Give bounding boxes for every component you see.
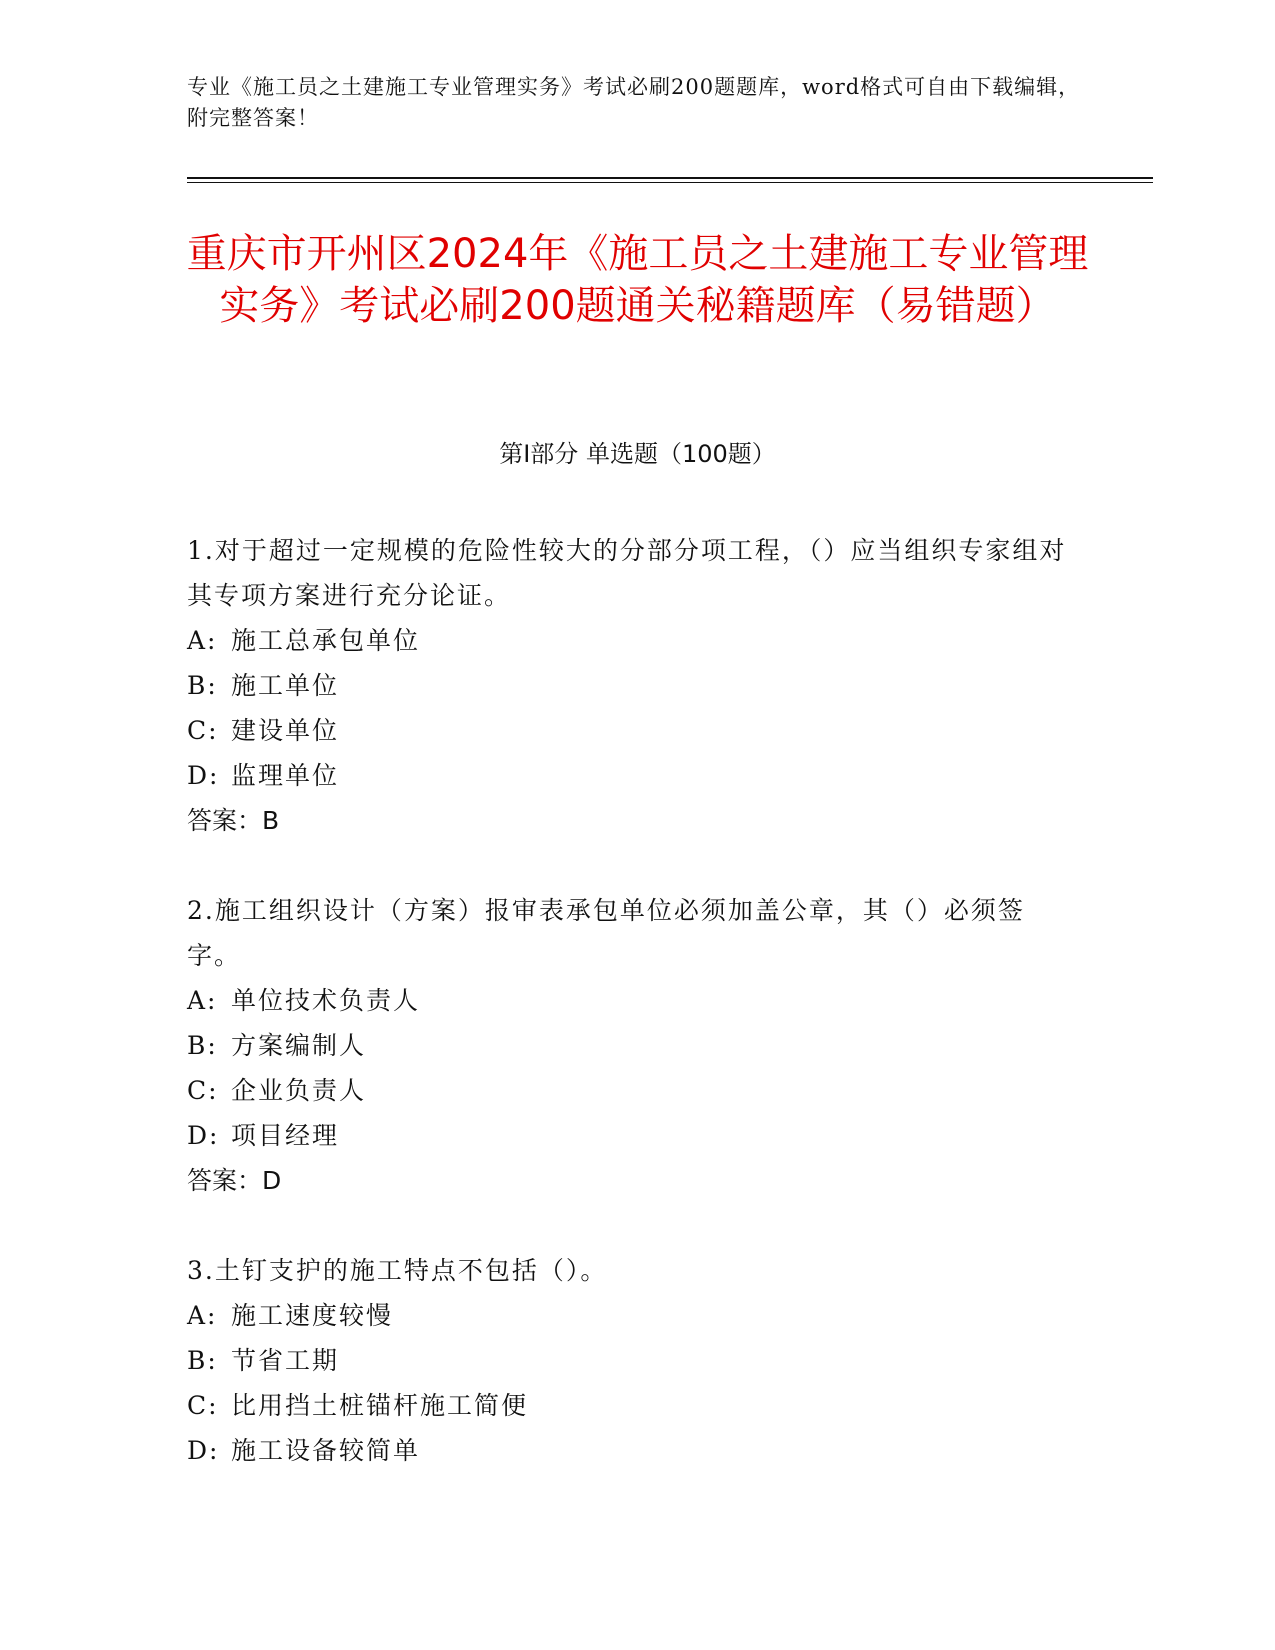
question-2 <box>187 888 1067 1203</box>
option-a <box>187 618 1067 663</box>
header-note: 专业《施工员之土建施工专业管理实务》考试必刷200题题库，word格式可自由下载编辑，附完整答案！ <box>187 75 1081 130</box>
option-text: 节省工期 <box>231 1346 340 1375</box>
option-text: 方案编制人 <box>231 1031 367 1060</box>
option-letter: C: <box>187 1076 219 1105</box>
option-a <box>187 978 1067 1023</box>
option-c <box>187 1383 1067 1428</box>
option-text: 单位技术负责人 <box>231 986 421 1015</box>
question-spacer <box>187 1203 1067 1248</box>
option-letter: D: <box>187 1121 220 1150</box>
option-text: 企业负责人 <box>231 1076 367 1105</box>
option-c <box>187 1068 1067 1113</box>
option-d <box>187 1113 1067 1158</box>
option-text: 施工总承包单位 <box>231 626 421 655</box>
question-spacer <box>187 843 1067 888</box>
question-list <box>187 528 1067 1473</box>
answer-line: 答案：B <box>187 806 280 835</box>
question-stem: 1.对于超过一定规模的危险性较大的分部分项工程，（）应当组织专家组对其专项方案进行充分论证。 <box>187 536 1067 610</box>
answer-line: 答案：D <box>187 1166 282 1195</box>
question-stem: 3.土钉支护的施工特点不包括（）。 <box>187 1256 608 1285</box>
option-letter: C: <box>187 1391 219 1420</box>
header-divider-thick <box>187 177 1153 179</box>
option-b <box>187 663 1067 708</box>
option-letter: A: <box>187 626 218 655</box>
option-b <box>187 1023 1067 1068</box>
option-letter: B: <box>187 1031 218 1060</box>
option-text: 项目经理 <box>231 1121 340 1150</box>
option-letter: A: <box>187 986 218 1015</box>
option-text: 监理单位 <box>231 761 340 790</box>
option-letter: C: <box>187 716 219 745</box>
question-1 <box>187 528 1067 843</box>
question-3 <box>187 1248 1067 1473</box>
option-letter: B: <box>187 671 218 700</box>
option-c <box>187 708 1067 753</box>
question-stem: 2.施工组织设计（方案）报审表承包单位必须加盖公章，其（）必须签字。 <box>187 896 1025 970</box>
option-letter: B: <box>187 1346 218 1375</box>
option-a <box>187 1293 1067 1338</box>
option-text: 施工设备较简单 <box>231 1436 421 1465</box>
option-letter: D: <box>187 761 220 790</box>
option-d <box>187 753 1067 798</box>
option-letter: A: <box>187 1301 218 1330</box>
option-text: 建设单位 <box>231 716 340 745</box>
option-text: 比用挡土桩锚杆施工简便 <box>231 1391 529 1420</box>
header-divider-thin <box>187 182 1153 183</box>
option-d <box>187 1428 1067 1473</box>
option-text: 施工速度较慢 <box>231 1301 394 1330</box>
option-b <box>187 1338 1067 1383</box>
section-title: 第Ⅰ部分 单选题（100题） <box>499 440 776 468</box>
option-letter: D: <box>187 1436 220 1465</box>
document-title: 重庆市开州区2024年《施工员之土建施工专业管理实务》考试必刷200题通关秘籍题库（易错题） <box>186 231 1089 329</box>
option-text: 施工单位 <box>231 671 340 700</box>
